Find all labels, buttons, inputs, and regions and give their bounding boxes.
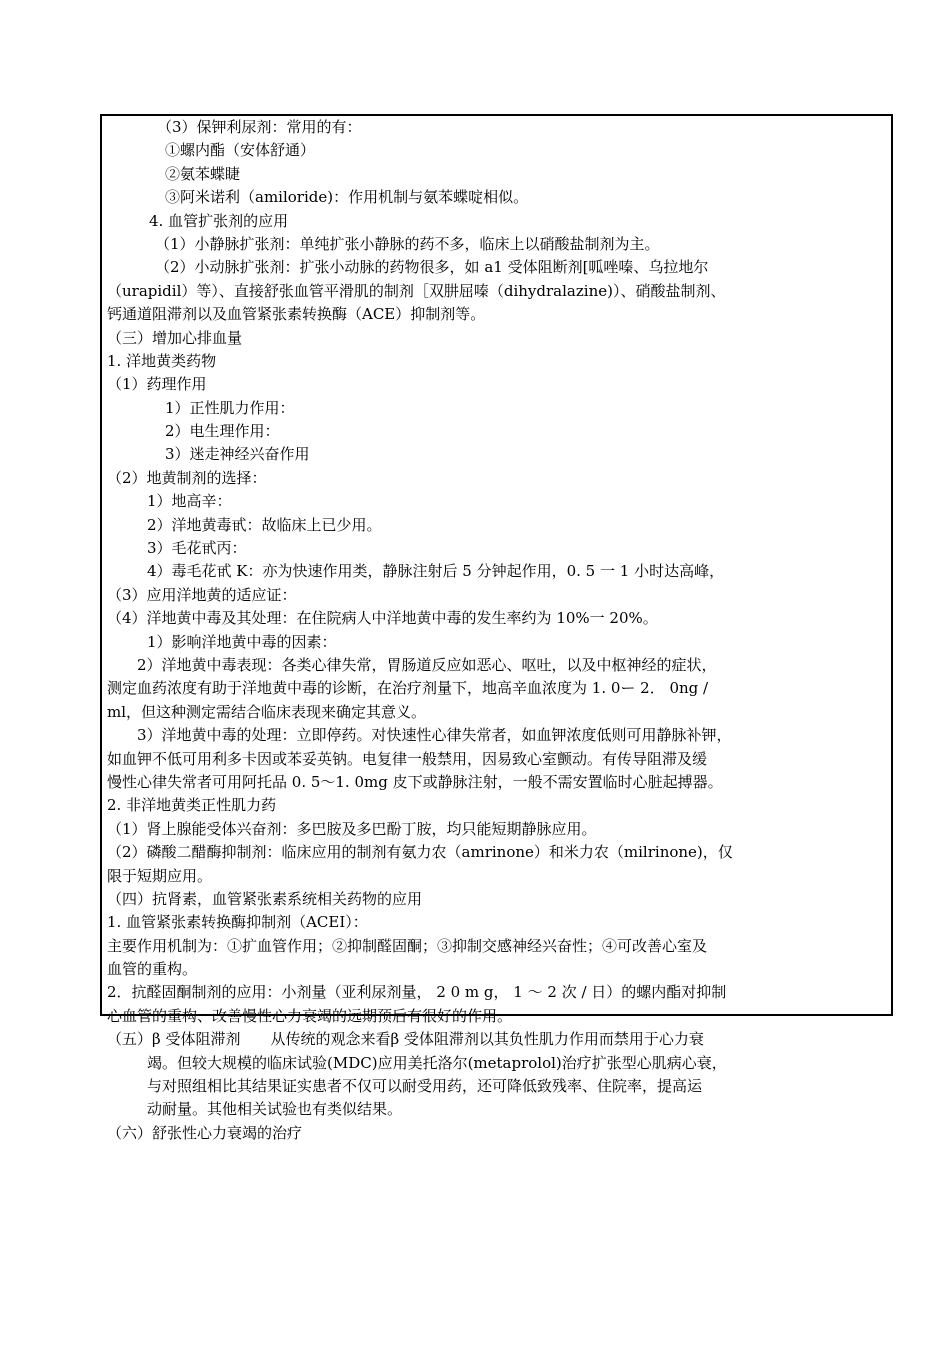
text-line: （2）地黄制剂的选择： [107, 468, 267, 487]
text-line: （1）小静脉扩张剂：单纯扩张小静脉的药不多，临床上以硝酸盐制剂为主。 [155, 234, 660, 253]
text-line: 3）迷走神经兴奋作用 [165, 445, 310, 464]
text-line: （2）小动脉扩张剂：扩张小动脉的药物很多，如 a1 受体阻断剂[呱唑嗪、乌拉地尔 [155, 258, 709, 277]
text-line: ②氨苯蝶睫 [165, 164, 241, 183]
text-line: 测定血药浓度有助于洋地黄中毒的诊断，在治疗剂量下，地高辛血浓度为 1. 0ー 2． 0ng / [107, 679, 709, 698]
text-line: （三）增加心排血量 [107, 328, 243, 347]
text-line: 1. 血管紧张素转换酶抑制剂（ACEI）： [107, 913, 368, 932]
text-line: （3）保钾利尿剂：常用的有： [157, 118, 362, 136]
text-line: 3）毛花甙丙： [147, 539, 247, 558]
text-line: ①螺内酯（安体舒通） [165, 141, 316, 160]
text-line: 1. 洋地黄类药物 [107, 351, 217, 370]
text-line: 慢性心律失常者可用阿托品 0. 5～1. 0mg 皮下或静脉注射，一般不需安置临时心脏起搏器。 [107, 772, 723, 791]
text-line: 4）毒毛花甙 K：亦为快速作用类，静脉注射后 5 分钟起作用，0. 5 一 1 小时达高峰， [147, 562, 725, 581]
text-line: ③阿米诺利（amiloride)：作用机制与氨苯蝶啶相似。 [165, 188, 529, 207]
text-line: 血管的重构。 [107, 960, 198, 979]
text-line: （1）药理作用 [107, 375, 207, 394]
text-line: （4）洋地黄中毒及其处理：在住院病人中洋地黄中毒的发生率约为 10%一 20%。 [107, 609, 658, 628]
text-line: 2. 非洋地黄类正性肌力药 [107, 796, 277, 815]
text-line: 与对照组相比其结果证实患者不仅可以耐受用药，还可降低致残率、住院率，提高运 [147, 1077, 703, 1096]
text-line: 1）正性肌力作用： [165, 398, 295, 417]
text-line: （五）β 受体阻滞剂 从传统的观念来看β 受体阻滞剂以其负性肌力作用而禁用于心力衰 [107, 1030, 704, 1049]
text-line: 如血钾不低可用利多卡因或苯妥英钠。电复律一般禁用，因易致心室颤动。有传导阻滞及缓 [107, 749, 708, 768]
text-line: 3）洋地黄中毒的处理：立即停药。对快速性心律失常者，如血钾浓度低则可用静脉补钾， [137, 726, 732, 745]
text-line: 心血管的重构、改善慢性心力衰竭的远期预后有很好的作用。 [107, 1006, 513, 1025]
text-line: 2）洋地黄毒甙：故临床上已少用。 [147, 515, 382, 534]
text-line: 2）洋地黄中毒表现：各类心律失常，胃肠道反应如恶心、呕吐，以及中枢神经的症状， [137, 655, 717, 674]
text-line: 限于短期应用。 [107, 866, 213, 885]
text-line: 4. 血管扩张剂的应用 [149, 211, 289, 230]
text-line: 1）地高辛： [147, 492, 232, 511]
text-line: 2）电生理作用： [165, 422, 280, 441]
document-body [107, 116, 887, 1145]
text-line: （urapidil）等）、直接舒张血管平滑肌的制剂［双肼屈嗪（dihydralazine)）、硝酸盐制剂、 [107, 281, 726, 300]
text-line: （3）应用洋地黄的适应证： [107, 585, 297, 604]
text-line: 2．抗醛固酮制剂的应用：小剂量（亚利尿剂量， 2 0 m g， 1 ～ 2 次 / 日）的螺内酯对抑制 [107, 983, 727, 1002]
text-line: 竭。但较大规模的临床试验(MDC)应用美托洛尔(metaprolol)治疗扩张型心肌病心衰， [147, 1053, 727, 1072]
text-line: （四）抗肾素，血管紧张素系统相关药物的应用 [107, 889, 423, 908]
text-line: 动耐量。其他相关试验也有类似结果。 [147, 1100, 403, 1119]
text-line: 主要作用机制为：①扩血管作用；②抑制醛固酮；③抑制交感神经兴奋性；④可改善心室及 [107, 936, 708, 955]
text-line: （2）磷酸二醋酶抑制剂：临床应用的制剂有氨力农（amrinone）和米力农（milrinone)，仅 [107, 843, 733, 862]
text-line: 钙通道阻滞剂以及血管紧张素转换酶（ACE）抑制剂等。 [107, 305, 486, 324]
text-line: 1）影响洋地黄中毒的因素： [147, 632, 337, 651]
text-line: （六）舒张性心力衰竭的治疗 [107, 1123, 303, 1142]
text-line: ml，但这种测定需结合临床表现来确定其意义。 [107, 702, 427, 721]
text-line: （1）肾上腺能受体兴奋剂：多巴胺及多巴酚丁胺，均只能短期静脉应用。 [107, 819, 597, 838]
